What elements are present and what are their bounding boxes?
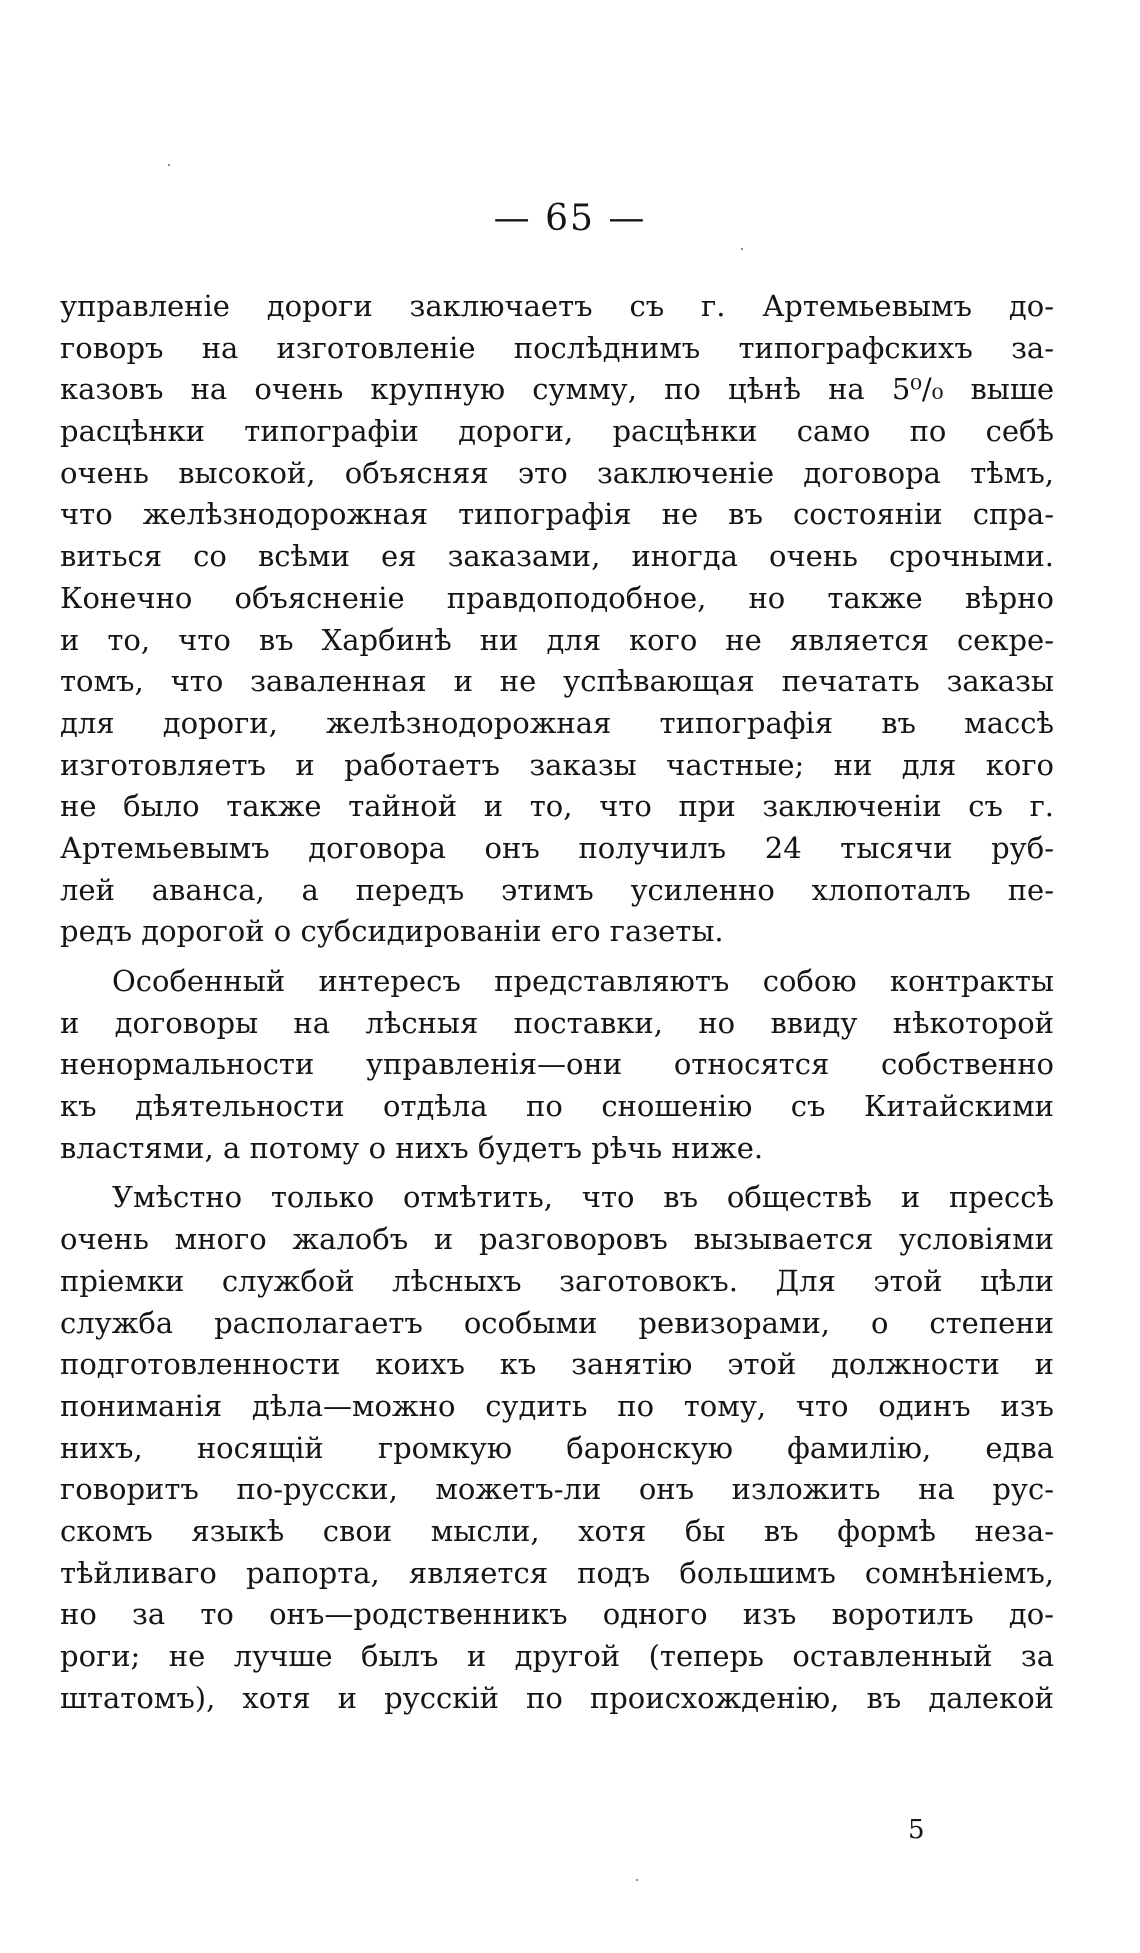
text-line: расцѣнки типографіи дороги, расцѣнки само по себѣ bbox=[60, 414, 1054, 449]
scan-speck bbox=[636, 1879, 638, 1881]
signature-mark: 5 bbox=[908, 1815, 925, 1845]
body-text bbox=[60, 286, 1054, 1719]
text-line: скомъ языкѣ свои мысли, хотя бы въ формѣ неза- bbox=[60, 1513, 1054, 1548]
text-line: для дороги, желѣзнодорожная типографія въ массѣ bbox=[60, 705, 1054, 740]
text-line: томъ, что заваленная и не успѣвающая печатать заказы bbox=[60, 664, 1054, 699]
text-line: но за то онъ—родственникъ одного изъ воротилъ до- bbox=[60, 1597, 1054, 1632]
text-line: не было также тайной и то, что при заключеніи съ г. bbox=[60, 789, 1054, 824]
text-line: тѣйливаго рапорта, является подъ большимъ сомнѣніемъ, bbox=[60, 1555, 1054, 1590]
text-line: Конечно объясненіе правдоподобное, но также вѣрно bbox=[60, 580, 1054, 615]
page-number: — 65 — bbox=[493, 198, 647, 239]
text-line: и договоры на лѣсныя поставки, но ввиду нѣкоторой bbox=[60, 1005, 1054, 1040]
text-line: Умѣстно только отмѣтить, что въ обществѣ и прессѣ bbox=[112, 1180, 1054, 1215]
text-line: что желѣзнодорожная типографія не въ состояніи спра- bbox=[60, 497, 1054, 532]
text-line: очень много жалобъ и разговоровъ вызывается условіями bbox=[60, 1222, 1054, 1257]
scan-speck bbox=[741, 248, 743, 250]
text-line: казовъ на очень крупную сумму, по цѣнѣ на 5⁰/₀ выше bbox=[60, 372, 1054, 407]
text-line: управленіе дороги заключаетъ съ г. Артемьевымъ до- bbox=[60, 289, 1054, 323]
text-line: очень высокой, объясняя это заключеніе договора тѣмъ, bbox=[60, 455, 1054, 490]
paragraph bbox=[60, 286, 1054, 953]
text-line: говоръ на изготовленіе послѣднимъ типографскихъ за- bbox=[60, 330, 1054, 365]
text-line: и то, что въ Харбинѣ ни для кого не является секре- bbox=[60, 622, 1054, 657]
text-line: роги; не лучше былъ и другой (теперь оставленный за bbox=[60, 1639, 1054, 1673]
text-line: Артемьевымъ договора онъ получилъ 24 тысячи руб- bbox=[60, 830, 1054, 865]
text-line: Особенный интересъ представляютъ собою контракты bbox=[112, 964, 1054, 998]
text-line: пониманія дѣла—можно судить по тому, что одинъ изъ bbox=[60, 1388, 1054, 1423]
text-line: виться со всѣми ея заказами, иногда очень срочными. bbox=[60, 539, 1054, 574]
text-line: властями, а потому о нихъ будетъ рѣчь ниже. bbox=[60, 1130, 764, 1165]
text-line: редъ дорогой о субсидированіи его газеты. bbox=[60, 914, 724, 949]
scan-speck bbox=[168, 164, 170, 166]
text-line: нихъ, носящій громкую баронскую фамилію, едва bbox=[60, 1430, 1054, 1465]
paragraph bbox=[60, 1177, 1054, 1719]
text-line: изготовляетъ и работаетъ заказы частные; ни для кого bbox=[60, 747, 1054, 782]
text-line: лей аванса, а передъ этимъ усиленно хлопоталъ пе- bbox=[60, 872, 1054, 907]
text-line: ненормальности управленія—они относятся собственно bbox=[60, 1047, 1054, 1082]
text-line: подготовленности коихъ къ занятію этой должности и bbox=[60, 1347, 1054, 1382]
text-line: къ дѣятельности отдѣла по сношенію съ Китайскими bbox=[60, 1089, 1054, 1124]
text-line: штатомъ), хотя и русскій по происхожденію, въ далекой bbox=[60, 1680, 1054, 1715]
text-line: служба располагаетъ особыми ревизорами, о степени bbox=[60, 1305, 1054, 1340]
text-line: пріемки службой лѣсныхъ заготовокъ. Для этой цѣли bbox=[60, 1263, 1054, 1298]
text-line: говоритъ по-русски, можетъ-ли онъ изложить на рус- bbox=[60, 1472, 1054, 1507]
paragraph bbox=[60, 961, 1054, 1169]
